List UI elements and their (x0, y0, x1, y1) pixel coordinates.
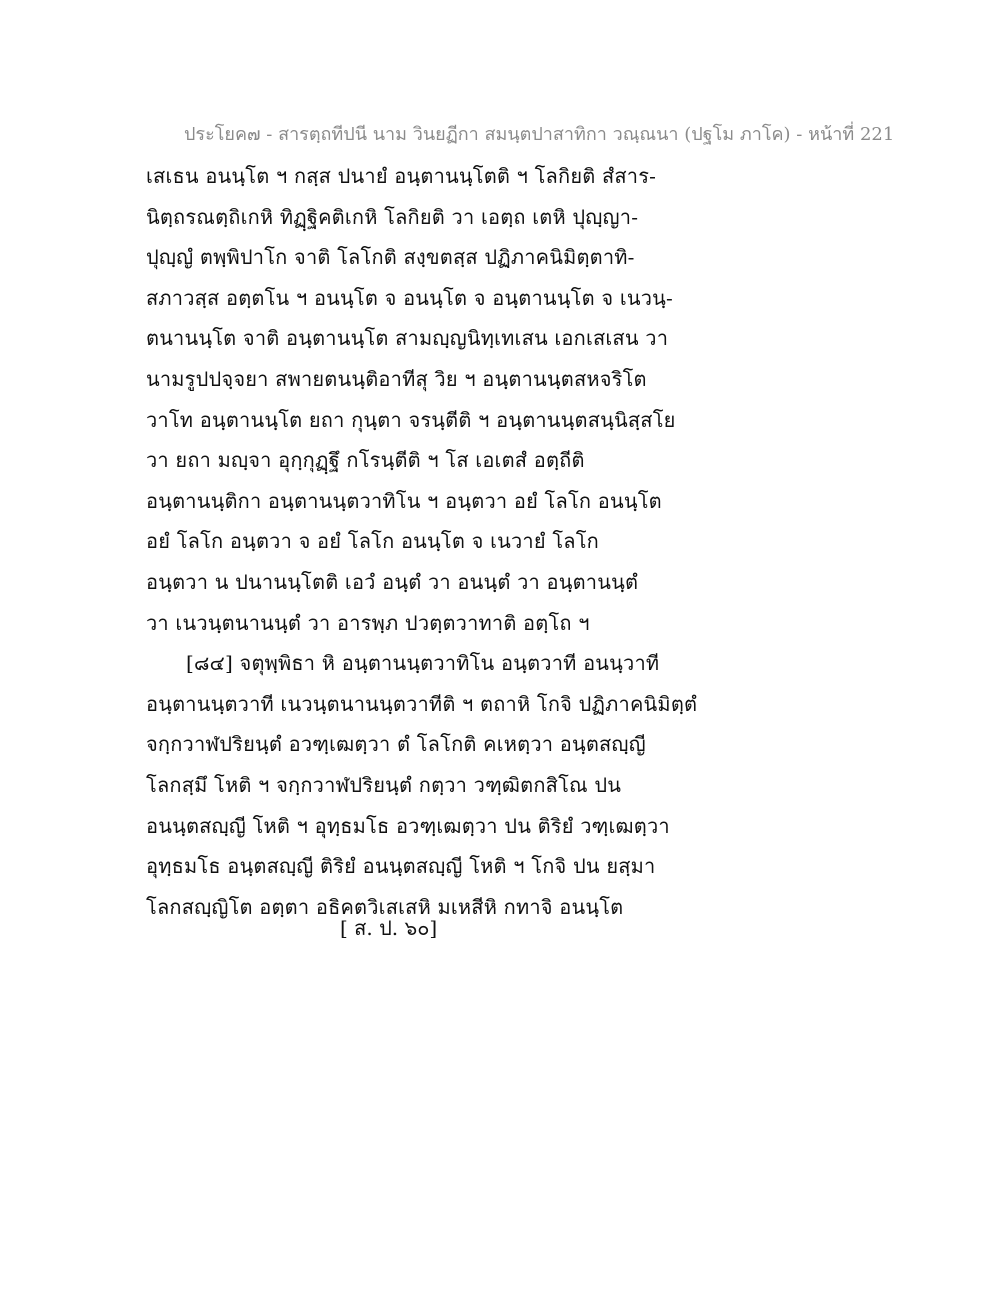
body-text (146, 156, 706, 927)
text-line: นิตฺถรณตฺถิเกหิ ทิฏฺฐิคติเกหิ โลกิยติ วา เอตฺถ เตหิ ปุญฺญา- (146, 204, 639, 229)
text-line: เสเธน อนนฺโต ฯ กสฺส ปนายํ อนฺตานนฺโตติ ฯ โลกิยติ สํสาร- (146, 164, 657, 188)
text-line: อุทฺธมโธ อนฺตสญฺญี ติริยํ อนนฺตสญฺญี โหติ ฯ โกจิ ปน ยสฺมา (146, 854, 656, 879)
text-line: วา เนวนฺตนานนฺตํ วา อารพฺภ ปวตฺตวาทาติ อตฺโถ ฯ (146, 610, 590, 635)
page-reference: [ ส. ป. ๖๐] (340, 916, 438, 940)
page-header (184, 121, 895, 149)
text-line: วา ยถา มญฺจา อุกฺกุฏฺฐึ กโรนฺตีติ ฯ โส เอเตสํ อตฺถีติ (146, 448, 585, 473)
text-line: วาโท อนฺตานนฺโต ยถา กุนฺตา จรนฺตีติ ฯ อนฺตานนฺตสนฺนิสฺสโย (146, 407, 676, 432)
text-line: อยํ โลโก อนฺตวา จ อยํ โลโก อนนฺโต จ เนวายํ โลโก (146, 529, 599, 554)
text-line: อนนฺตสญฺญี โหติ ฯ อุทฺธมโธ อวฑฺเฒตฺวา ปน ติริยํ วฑฺเฒตฺวา (146, 813, 670, 838)
running-title: ประโยค๗ - สารตฺถทีปนี นาม วินยฏีกา สมนฺตปาสาทิกา วณฺณนา (ปฐโม ภาโค) - หน้าที่ 221 (184, 124, 895, 145)
text-line: นามรูปปจฺจยา สพายตนนฺติอาทีสุ วิย ฯ อนฺตานนฺตสหจริโต (146, 366, 647, 391)
text-line: จกฺกวาฬปริยนฺตํ อวฑฺเฒตฺวา ตํ โลโกติ คเหตฺวา อนฺตสญฺญี (146, 732, 646, 757)
text-line: โลกสญฺญิโต อตฺตา อธิคตวิเสเสหิ มเหสีหิ กทาจิ อนนฺโต (146, 894, 624, 919)
paragraph-84-first-line: [๘๔] จตุพฺพิธา หิ อนฺตานนฺตวาทิโน อนฺตวาที อนนฺวาที (186, 651, 660, 676)
text-line: ตนานนฺโต จาติ อนฺตานนฺโต สามญฺญนิทฺเทเสน เอกเสเสน วา (146, 326, 669, 351)
text-line: อนฺตวา น ปนานนฺโตติ เอวํ อนฺตํ วา อนนฺตํ วา อนฺตานนฺตํ (146, 569, 639, 594)
text-line: สภาวสฺส อตฺตโน ฯ อนนฺโต จ อนนฺโต จ อนฺตานนฺโต จ เนวนฺ- (146, 285, 673, 310)
text-line: ปุญฺญํ ตพฺพิปาโก จาติ โลโกติ สงฺขตสฺส ปฏิภาคนิมิตฺตาทิ- (146, 245, 635, 270)
text-line: อนฺตานนฺตวาที เนวนฺตนานนฺตวาทีติ ฯ ตถาหิ โกจิ ปฏิภาคนิมิตฺตํ (146, 691, 698, 716)
text-line: โลกสฺมึ โหติ ฯ จกฺกวาฬปริยนฺตํ กตฺวา วฑฺฒิตกสิโณ ปน (146, 772, 622, 797)
text-line: อนฺตานนฺติกา อนฺตานนฺตวาทิโน ฯ อนฺตวา อยํ โลโก อนนฺโต (146, 488, 662, 513)
